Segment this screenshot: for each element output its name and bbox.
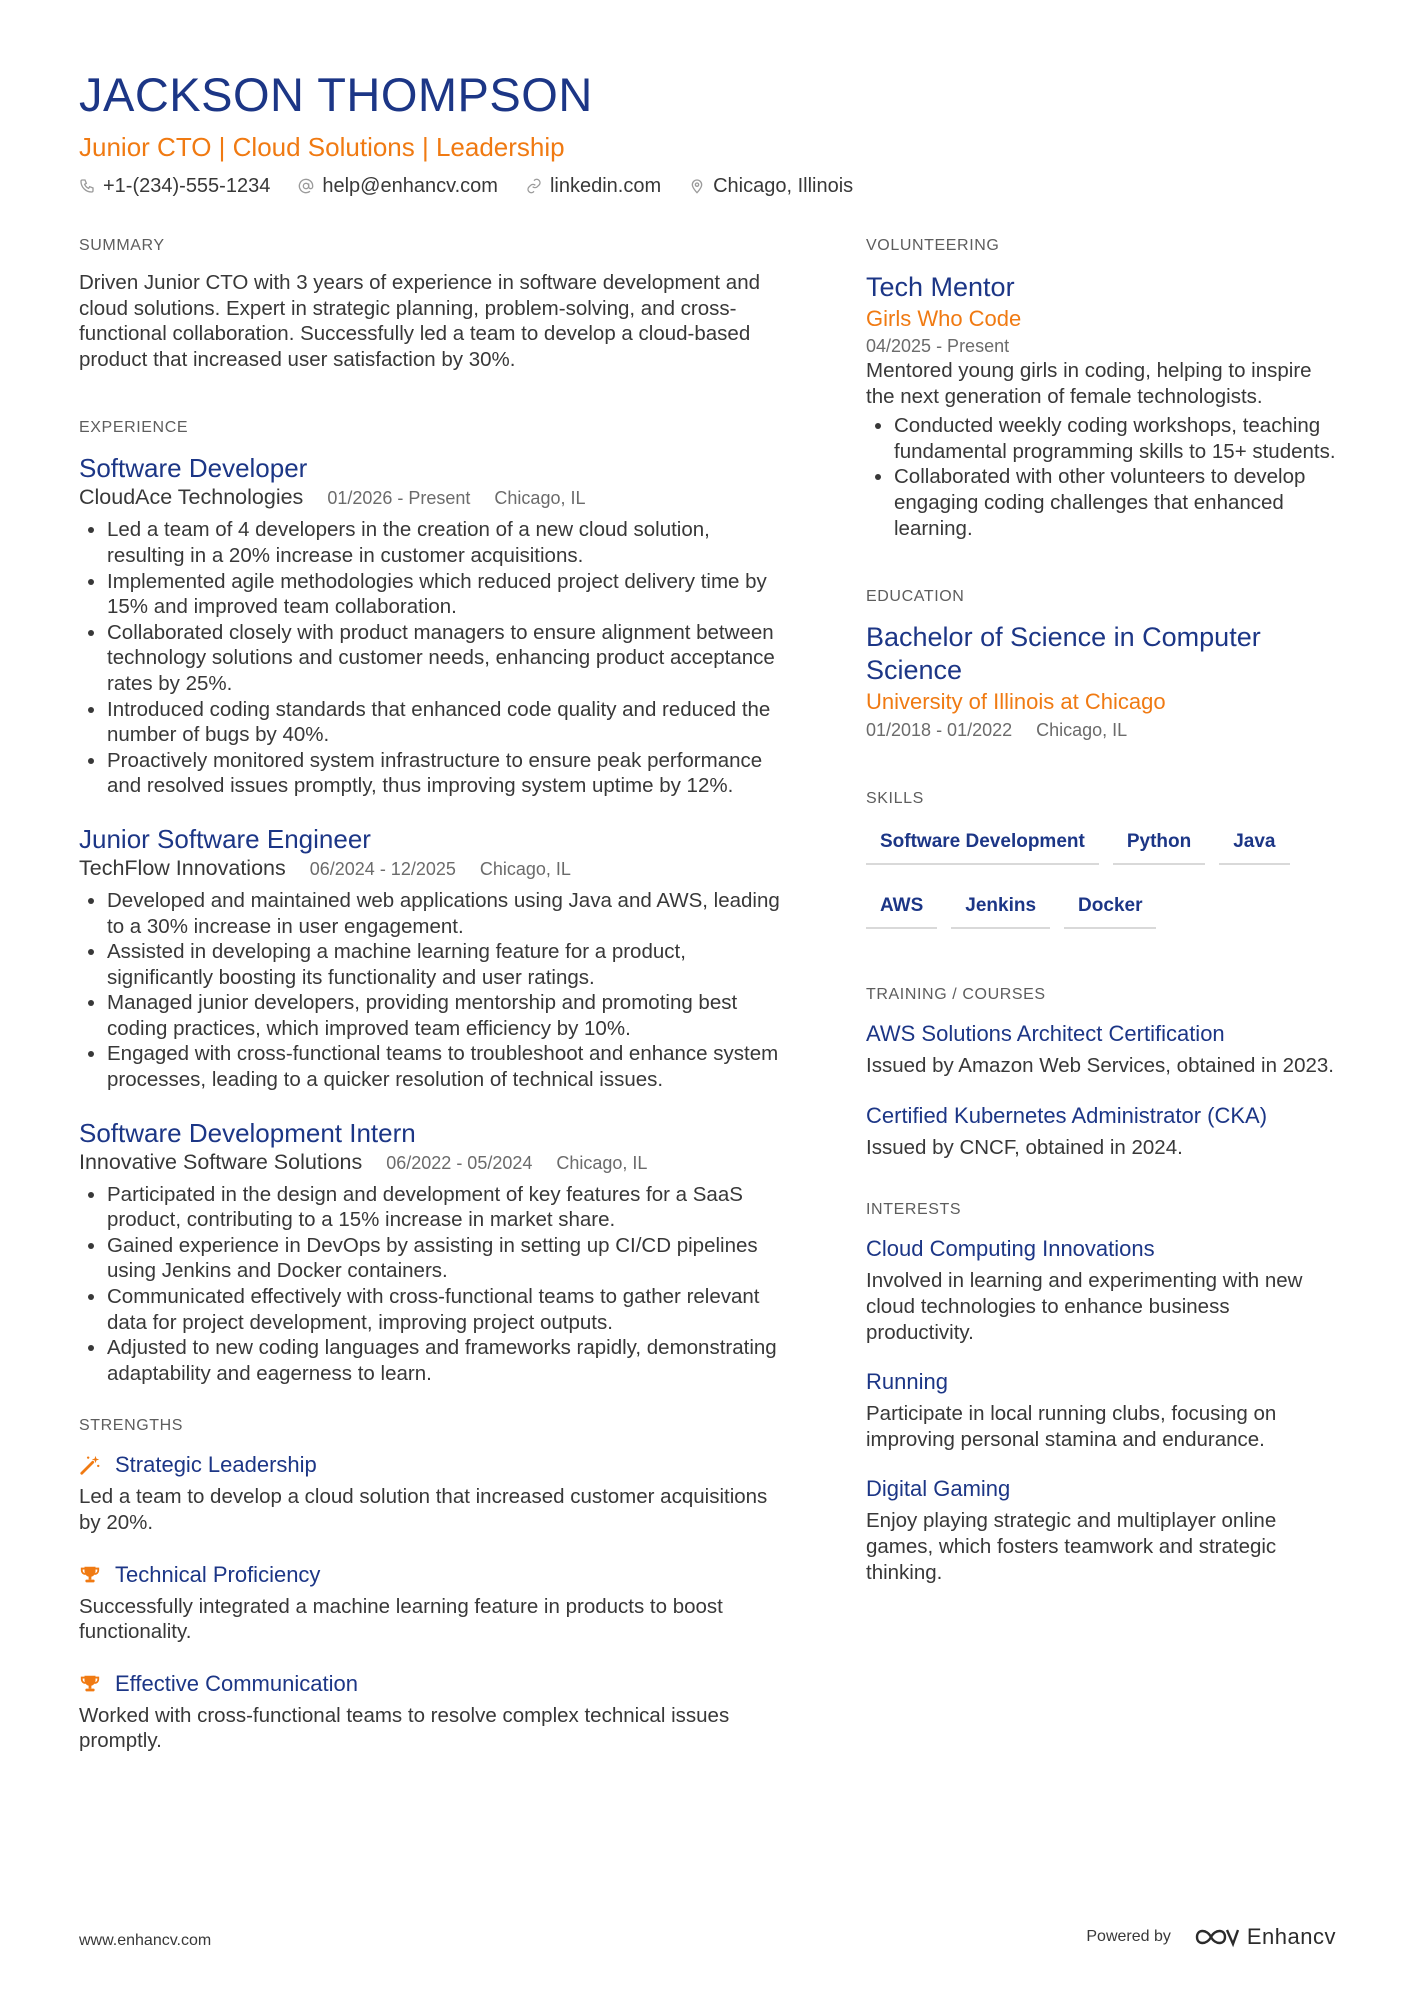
job-entry <box>79 452 789 799</box>
linkedin-text[interactable]: linkedin.com <box>549 175 662 197</box>
volunteer-dates: 04/2025 - Present <box>866 336 1010 356</box>
section-title-skills: SKILLS <box>866 790 924 808</box>
education-dates: 01/2018 - 01/2022 <box>866 720 1013 741</box>
education-meta <box>866 717 1336 743</box>
job-meta <box>79 1149 789 1176</box>
job-dates: 01/2026 - Present <box>327 488 471 509</box>
job-bullets <box>79 888 789 1093</box>
bullet-item: • Developed and maintained web applications using Java and AWS, leading to a 30% increase in user engagement. <box>107 888 789 939</box>
bullet-item: • Managed junior developers, providing mentorship and promoting best coding practices, which improved team efficiency by 10%. <box>107 990 789 1041</box>
interest-item <box>866 1367 1336 1452</box>
job-location: Chicago, IL <box>479 858 571 879</box>
training-section <box>866 985 1336 1160</box>
bullet-item: • Participated in the design and development of key features for a SaaS product, contributing to a 15% increase in market share. <box>107 1182 789 1233</box>
contact-email[interactable] <box>298 173 498 199</box>
bullet-item: • Collaborated with other volunteers to develop engaging coding challenges that enhanced learning. <box>894 464 1336 541</box>
strength-text: Led a team to develop a cloud solution that increased customer acquisitions by 20%. <box>79 1485 768 1534</box>
candidate-headline: Junior CTO | Cloud Solutions | Leadership <box>79 132 565 162</box>
volunteer-org: Girls Who Code <box>866 306 1022 331</box>
summary-section <box>79 236 789 372</box>
trophy-icon <box>79 1673 101 1695</box>
job-meta <box>79 855 789 882</box>
enhancv-logo-icon <box>1193 1925 1239 1949</box>
magic-wand-icon <box>79 1454 101 1476</box>
education-section <box>866 587 1336 743</box>
trophy-icon <box>79 1564 101 1586</box>
section-title-summary: SUMMARY <box>79 237 165 254</box>
strength-item <box>79 1450 789 1535</box>
phone-icon <box>79 178 95 194</box>
job-dates: 06/2022 - 05/2024 <box>386 1152 533 1173</box>
skill-tag: Jenkins <box>951 887 1050 929</box>
section-title-strengths: STRENGTHS <box>79 1417 184 1435</box>
job-entry <box>79 1117 789 1387</box>
job-title: Software Development Intern <box>79 1117 416 1148</box>
strength-text: Successfully integrated a machine learning feature in products to boost functionality. <box>79 1594 723 1644</box>
company-name: TechFlow Innovations <box>79 855 286 880</box>
volunteer-text: Mentored young girls in coding, helping to inspire the next generation of female technologists. <box>866 359 1312 408</box>
bullet-item: • Implemented agile methodologies which reduced project delivery time by 15% and improved team collaboration. <box>107 569 789 620</box>
school-name: University of Illinois at Chicago <box>866 689 1166 715</box>
section-title-interests: INTERESTS <box>866 1201 962 1219</box>
section-title-volunteering: VOLUNTEERING <box>866 237 1000 254</box>
interest-text: Enjoy playing strategic and multiplayer online games, which fosters teamwork and strategic thinking. <box>866 1509 1277 1584</box>
skill-tag: Python <box>1113 823 1205 865</box>
bullet-item: • Engaged with cross-functional teams to troubleshoot and enhance system processes, leading to a quicker resolution of technical issues. <box>107 1041 789 1092</box>
strength-text: Worked with cross-functional teams to resolve complex technical issues promptly. <box>79 1703 730 1753</box>
location-pin-icon <box>689 178 705 194</box>
enhancv-logo[interactable] <box>1193 1924 1336 1950</box>
skill-tag: Software Development <box>866 823 1099 865</box>
interest-text: Participate in local running clubs, focusing on improving personal stamina and endurance. <box>866 1402 1277 1451</box>
interest-title: Cloud Computing Innovations <box>866 1236 1155 1262</box>
strength-title: Strategic Leadership <box>115 1452 317 1478</box>
at-sign-icon <box>298 178 314 194</box>
strength-title: Effective Communication <box>115 1670 358 1696</box>
strength-item <box>79 1669 789 1754</box>
contact-phone <box>79 173 270 199</box>
education-location: Chicago, IL <box>1036 720 1128 741</box>
training-title: AWS Solutions Architect Certification <box>866 1021 1225 1047</box>
strength-heading <box>79 1450 789 1480</box>
section-title-experience: EXPERIENCE <box>79 419 189 437</box>
strength-title: Technical Proficiency <box>115 1561 321 1587</box>
bullet-item: • Introduced coding standards that enhanced code quality and reduced the number of bugs by 40%. <box>107 697 789 748</box>
location-text: Chicago, Illinois <box>713 175 854 197</box>
experience-section <box>79 418 789 1386</box>
interest-title: Digital Gaming <box>866 1476 1011 1502</box>
candidate-name: JACKSON THOMPSON <box>79 68 593 121</box>
right-column <box>866 236 1336 1631</box>
training-title: Certified Kubernetes Administrator (CKA) <box>866 1102 1268 1128</box>
company-name: CloudAce Technologies <box>79 485 304 510</box>
email-text[interactable]: help@enhancv.com <box>322 175 498 197</box>
bullet-item: • Conducted weekly coding workshops, teaching fundamental programming skills to 15+ students. <box>894 413 1336 464</box>
company-name: Innovative Software Solutions <box>79 1149 363 1174</box>
volunteering-section <box>866 236 1336 541</box>
job-title: Junior Software Engineer <box>79 823 371 854</box>
bullet-item: • Proactively monitored system infrastructure to ensure peak performance and resolved issues promptly, thus improving system uptime by 12%. <box>107 748 789 799</box>
training-item <box>866 1101 1336 1161</box>
skill-tag: Docker <box>1064 887 1156 929</box>
contact-location <box>689 173 853 199</box>
skills-list <box>866 823 1336 951</box>
interest-item <box>866 1474 1336 1585</box>
training-text: Issued by Amazon Web Services, obtained in 2023. <box>866 1054 1334 1078</box>
brand-name: Enhancv <box>1246 1924 1336 1949</box>
interest-title: Running <box>866 1369 948 1395</box>
link-icon <box>526 178 542 194</box>
skill-tag: AWS <box>866 887 937 929</box>
strengths-section <box>79 1416 789 1754</box>
job-location: Chicago, IL <box>556 1152 648 1173</box>
strength-heading <box>79 1560 789 1590</box>
degree: Bachelor of Science in Computer Science <box>866 622 1261 686</box>
training-text: Issued by CNCF, obtained in 2024. <box>866 1135 1183 1159</box>
bullet-item: • Adjusted to new coding languages and frameworks rapidly, demonstrating adaptability and eagerness to learn. <box>107 1335 789 1386</box>
contact-linkedin[interactable] <box>526 173 661 199</box>
section-title-education: EDUCATION <box>866 588 965 606</box>
footer-website[interactable]: www.enhancv.com <box>79 1932 212 1949</box>
skills-section <box>866 789 1336 951</box>
strength-item <box>79 1560 789 1645</box>
interest-text: Involved in learning and experimenting with new cloud technologies to enhance business productivity. <box>866 1269 1303 1344</box>
section-title-training: TRAINING / COURSES <box>866 986 1046 1004</box>
job-dates: 06/2024 - 12/2025 <box>309 858 456 879</box>
job-bullets <box>79 1182 789 1387</box>
job-entry <box>79 823 789 1093</box>
bullet-item: • Led a team of 4 developers in the creation of a new cloud solution, resulting in a 20% increase in customer acquisitions. <box>107 517 789 568</box>
training-item <box>866 1019 1336 1079</box>
bullet-item: • Assisted in developing a machine learning feature for a product, significantly boosting its functionality and user ratings. <box>107 939 789 990</box>
strength-heading <box>79 1669 789 1699</box>
volunteer-role: Tech Mentor <box>866 272 1015 302</box>
bullet-item: • Communicated effectively with cross-functional teams to gather relevant data for project development, improving project outputs. <box>107 1284 789 1335</box>
job-location: Chicago, IL <box>494 488 586 509</box>
job-meta <box>79 484 789 511</box>
volunteer-bullets <box>866 413 1336 541</box>
powered-by-text: Powered by <box>1086 1928 1171 1945</box>
interest-item <box>866 1234 1336 1345</box>
job-title: Software Developer <box>79 453 308 484</box>
phone-text: +1-(234)-555-1234 <box>103 175 271 197</box>
contact-bar <box>79 173 1329 199</box>
resume-header <box>79 66 1329 199</box>
job-bullets <box>79 517 789 799</box>
skill-tag: Java <box>1219 823 1289 865</box>
footer-branding <box>1086 1924 1336 1950</box>
bullet-item: • Collaborated closely with product managers to ensure alignment between technology solutions and customer needs, enhancing product acceptance rates by 25%. <box>107 620 789 697</box>
interests-section <box>866 1200 1336 1585</box>
left-column <box>79 236 789 1800</box>
summary-text: Driven Junior CTO with 3 years of experience in software development and cloud solutions. Expert in strategic planning, problem-solving, and cross-functional collaboration. Successfully led a team to develop a cloud-based product that increased user satisfaction by 30%. <box>79 271 761 371</box>
bullet-item: • Gained experience in DevOps by assisting in setting up CI/CD pipelines using Jenkins and Docker containers. <box>107 1233 789 1284</box>
